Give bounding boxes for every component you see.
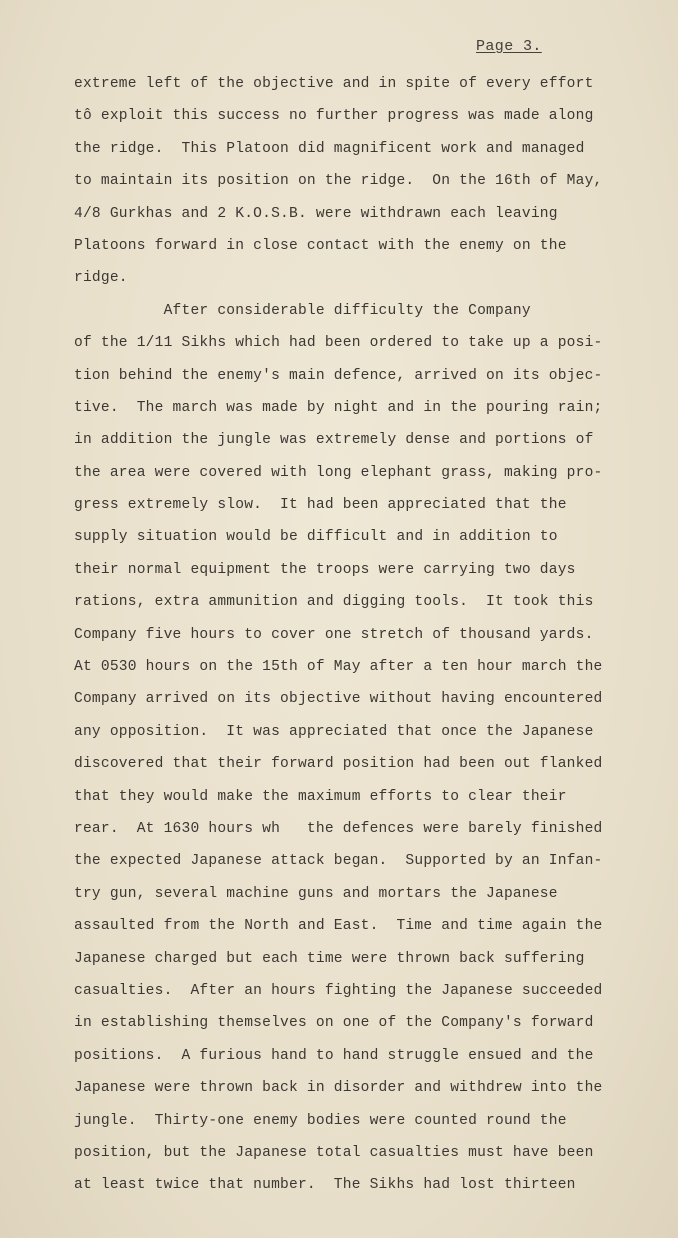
text-line: Platoons forward in close contact with the enemy on the — [74, 237, 567, 254]
text-line: supply situation would be difficult and in addition to — [74, 529, 558, 546]
text-line: rations, extra ammunition and digging tools. It took this — [74, 594, 594, 611]
text-line: tive. The march was made by night and in the pouring rain; — [74, 399, 603, 416]
text-line: Japanese charged but each time were thrown back suffering — [74, 950, 585, 967]
text-line: try gun, several machine guns and mortars the Japanese — [74, 885, 558, 902]
text-line: at least twice that number. The Sikhs had lost thirteen — [74, 1177, 576, 1194]
text-line: At 0530 hours on the 15th of May after a ten hour march the — [74, 659, 603, 676]
page-number: Page 3. — [476, 38, 542, 55]
text-line: that they would make the maximum efforts to clear their — [74, 788, 567, 805]
text-line: ridge. — [74, 270, 128, 287]
text-line: 4/8 Gurkhas and 2 K.O.S.B. were withdrawn each leaving — [74, 205, 558, 222]
text-line: in establishing themselves on one of the Company's forward — [74, 1015, 594, 1032]
text-line: positions. A furious hand to hand struggle ensued and the — [74, 1047, 594, 1064]
text-line: of the 1/11 Sikhs which had been ordered to take up a posi- — [74, 335, 603, 352]
text-line: Company arrived on its objective without having encountered — [74, 691, 603, 708]
text-line: tô exploit this success no further progress was made along — [74, 108, 594, 125]
text-line: Company five hours to cover one stretch of thousand yards. — [74, 626, 594, 643]
text-line: in addition the jungle was extremely dense and portions of — [74, 432, 594, 449]
text-line: any opposition. It was appreciated that once the Japanese — [74, 723, 594, 740]
text-line: extreme left of the objective and in spite of every effort — [74, 76, 594, 92]
text-line: jungle. Thirty-one enemy bodies were counted round the — [74, 1112, 567, 1129]
text-line: Japanese were thrown back in disorder and withdrew into the — [74, 1080, 603, 1097]
text-line: After considerable difficulty the Company — [74, 302, 531, 319]
text-line: casualties. After an hours fighting the Japanese succeeded — [74, 982, 603, 999]
text-line: the ridge. This Platoon did magnificent work and managed — [74, 140, 585, 157]
text-line: assaulted from the North and East. Time and time again the — [74, 918, 603, 935]
text-line: position, but the Japanese total casualties must have been — [74, 1144, 594, 1161]
text-line: tion behind the enemy's main defence, arrived on its objec- — [74, 367, 603, 384]
body-text — [74, 68, 664, 1202]
text-line: the area were covered with long elephant grass, making pro- — [74, 464, 603, 481]
text-line: gress extremely slow. It had been appreciated that the — [74, 497, 567, 514]
text-line: the expected Japanese attack began. Supported by an Infan- — [74, 853, 603, 870]
text-line: rear. At 1630 hours wh the defences were barely finished — [74, 820, 603, 837]
text-line: to maintain its position on the ridge. On the 16th of May, — [74, 173, 603, 190]
text-line: their normal equipment the troops were carrying two days — [74, 561, 576, 578]
text-line: discovered that their forward position had been out flanked — [74, 756, 603, 773]
